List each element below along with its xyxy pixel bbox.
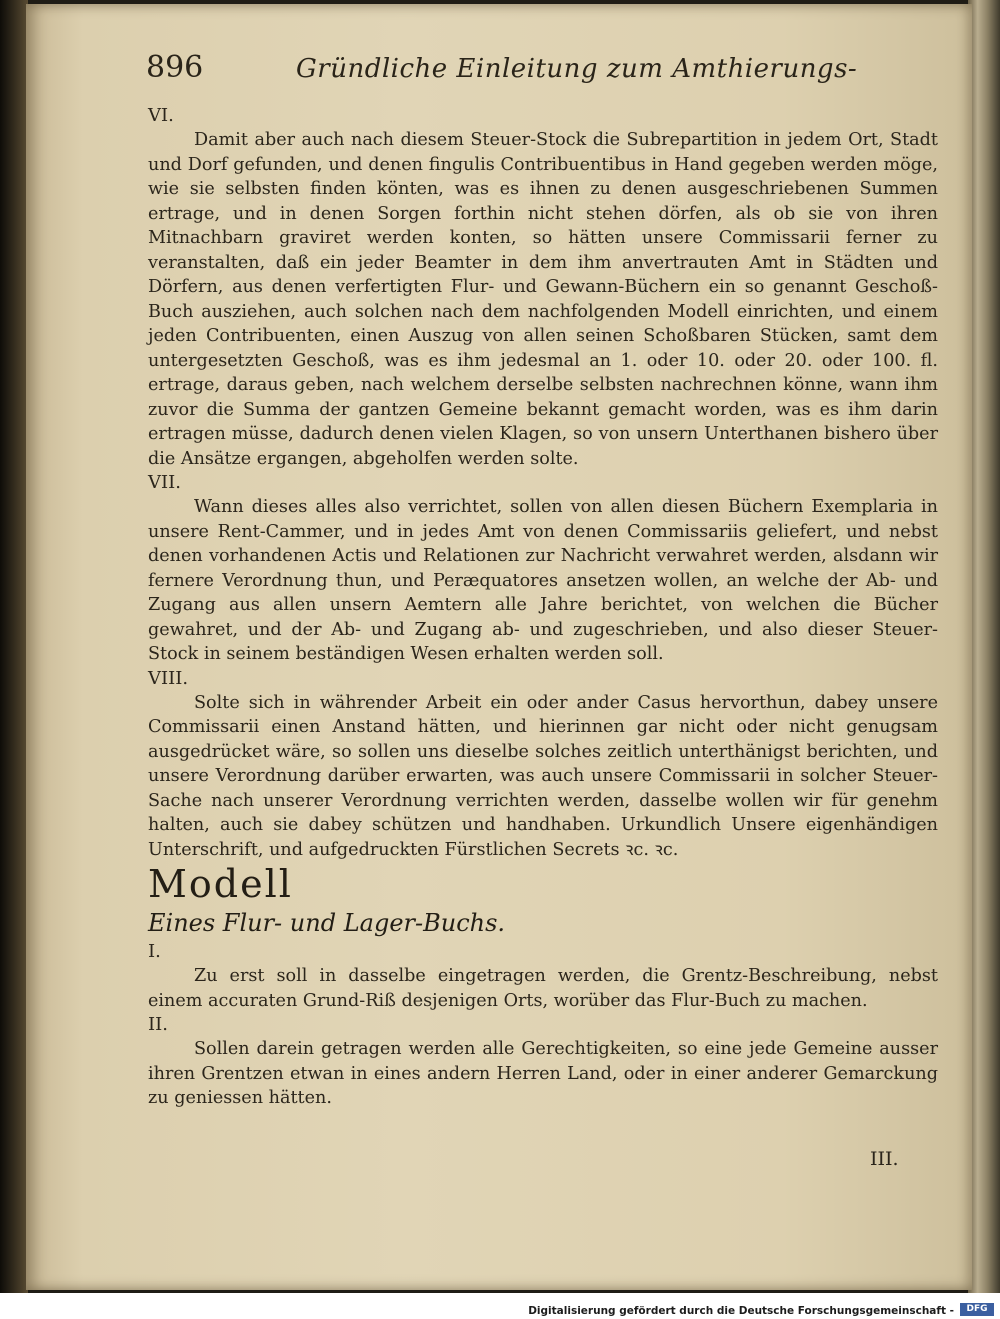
section-paragraph: Solte sich in währender Arbeit ein oder ander Casus hervorthun, dabey unsere Commissarii einen Anstand hätten, und hierinnen gar nicht oder nicht genugsam ausgedrücket wäre, so sollen uns dieselbe solches zeitlich unterthänigst berichten, und unsere Verordnung darüber erwarten, was auch unsere Commissarii in solcher Steuer-Sache nach unserer Verordnung verrichten werden, dasselbe wollen wir für genehm halten, auch sie dabey schützen und handhaben. Urkundlich Unsere eigenhändigen Unterschrift, und aufgedruckten Fürstlichen Secrets ꝛc. ꝛc. [148, 692, 938, 860]
modell-heading: Modell [148, 862, 293, 906]
left-binding-edge [0, 0, 28, 1293]
modell-item-paragraph: Zu erst soll in dasselbe eingetragen werden, die Grentz-Beschreibung, nebst einem accuraten Grund-Riß desjenigen Orts, worüber das Flur-Buch zu machen. [148, 966, 938, 1011]
section-paragraph: Wann dieses alles also verrichtet, sollen von allen diesen Büchern Exemplaria in unsere Rent-Cammer, und in jedes Amt von denen Commissariis geliefert, und nebst denen vorhandenen Actis und Relationen zur Nachricht verwahret werden, alsdann wir fernere Verordnung thun, und Peræquatores ansetzen wollen, an welche der Ab- und Zugang aus allen unsern Aemtern alle Jahre berichtet, von welchen die Bücher gewahret, und der Ab- und Zugang ab- und zugeschrieben, und also dieser Steuer-Stock in seinem beständigen Wesen erhalten werden soll. [148, 497, 938, 664]
digitization-credit: Digitalisierung gefördert durch die Deutsche Forschungsgemeinschaft - [528, 1305, 954, 1317]
section-numeral: VII. [148, 472, 181, 493]
section-paragraph: Damit aber auch nach diesem Steuer-Stock die Subrepartition in jedem Ort, Stadt und Dorf gefunden, und denen fingulis Contribuentibus in Hand gegeben werden möge, wie sie selbsten finden könten, was es ihnen zu denen ausgeschriebenen Summen ertrage, und in denen Sorgen forthin nicht stehen dörfen, als ob sie von ihren Mitnachbarn graviret werden konten, so hätten unsere Commissarii ferner zu veranstalten, daß ein jeder Beamter in dem ihm anvertrauten Amt in Städten und Dörfern, aus denen verfertigten Flur- und Gewann-Büchern ein so genannt Geschoß-Buch ausziehen, auch solchen nach dem nachfolgenden Modell einrichten, und einem jeden Contribuenten, einen Auszug von allen seinen Schoßbaren Stücken, samt dem untergesetzten Geschoß, was es ihm jedesmal an 1. oder 10. oder 20. oder 100. fl. ertrage, daraus geben, nach welchem derselbe selbsten nachrechnen könne, wann ihm zuvor die Summa der gantzen Gemeine bekannt gemacht worden, was es ihm darin ertragen müsse, dadurch denen vielen Klagen, so von unsern Unterthanen bishero über die Ansätze ergangen, abgeholfen werden solte. [148, 130, 938, 469]
section-numeral: VI. [148, 105, 174, 126]
page-header [146, 50, 946, 94]
catchword: III. [870, 1148, 899, 1170]
right-page-stack-edge [968, 0, 1000, 1293]
dfg-logo: DFG [960, 1303, 994, 1316]
section-numeral: VIII. [148, 667, 189, 689]
modell-item-numeral: I. [148, 941, 161, 962]
page-number: 896 [146, 50, 204, 85]
page-body [148, 104, 938, 1111]
modell-subheading: Eines Flur- und Lager-Buchs. [148, 909, 506, 937]
modell-item-numeral: II. [148, 1014, 168, 1035]
modell-item-paragraph: Sollen darein getragen werden alle Gerechtigkeiten, so eine jede Gemeine ausser ihren Grentzen etwan in eines andern Herren Land, oder in einer anderer Gemarckung zu geniessen hätten. [148, 1039, 938, 1108]
running-title: Gründliche Einleitung zum Amthierungs- [296, 54, 858, 84]
